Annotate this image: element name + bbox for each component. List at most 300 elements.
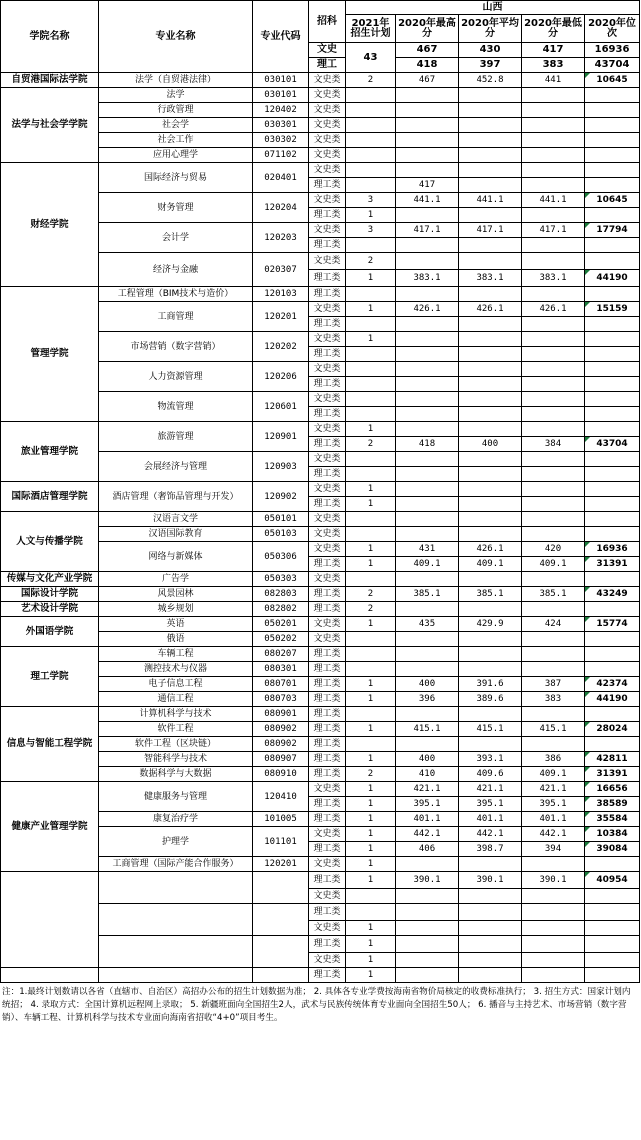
plan-2021 (346, 467, 396, 482)
max-score-2020 (396, 88, 459, 103)
major-name: 健康服务与管理 (99, 782, 253, 812)
max-score-2020 (396, 512, 459, 527)
rank-value: 10384 (596, 829, 628, 839)
min-score-2020 (522, 921, 585, 936)
max-score-2020: 421.1 (396, 782, 459, 797)
major-code: 120103 (253, 287, 309, 302)
category: 理工类 (309, 677, 346, 692)
cell-flag-icon (585, 542, 590, 547)
category: 理工类 (309, 317, 346, 332)
category: 文史类 (309, 632, 346, 647)
plan-2021: 1 (346, 857, 396, 872)
avg-score-2020 (459, 88, 522, 103)
min-score-2020 (522, 572, 585, 587)
major-name: 市场营销（数字营销） (99, 332, 253, 362)
rank-value: 15159 (596, 304, 628, 314)
cell-flag-icon (585, 223, 590, 228)
plan-2021 (346, 737, 396, 752)
header-major: 专业名称 (99, 1, 253, 73)
plan-2021 (346, 572, 396, 587)
min-score-2020 (522, 422, 585, 437)
plan-2021: 3 (346, 193, 396, 208)
category: 文史类 (309, 362, 346, 377)
max-score-2020 (396, 253, 459, 270)
major-name: 康复治疗学 (99, 812, 253, 827)
category: 文史类 (309, 527, 346, 542)
rank-2020 (585, 662, 640, 677)
table-row (1, 88, 640, 103)
header-sci-rank: 43704 (585, 58, 640, 73)
major-code: 020401 (253, 163, 309, 193)
plan-2021 (346, 452, 396, 467)
max-score-2020 (396, 133, 459, 148)
max-score-2020: 383.1 (396, 270, 459, 287)
college-name: 国际酒店管理学院 (1, 482, 99, 512)
max-score-2020 (396, 647, 459, 662)
avg-score-2020 (459, 392, 522, 407)
avg-score-2020 (459, 921, 522, 936)
avg-score-2020: 393.1 (459, 752, 522, 767)
major-name: 人力资源管理 (99, 362, 253, 392)
avg-score-2020 (459, 647, 522, 662)
major-code: 030301 (253, 118, 309, 133)
major-name: 会展经济与管理 (99, 452, 253, 482)
major-name (99, 936, 253, 968)
rank-2020 (585, 73, 640, 88)
avg-score-2020: 421.1 (459, 782, 522, 797)
min-score-2020 (522, 482, 585, 497)
min-score-2020 (522, 133, 585, 148)
avg-score-2020: 395.1 (459, 797, 522, 812)
plan-2021 (346, 632, 396, 647)
major-name: 俄语 (99, 632, 253, 647)
plan-2021 (346, 527, 396, 542)
category: 理工类 (309, 407, 346, 422)
major-code: 080701 (253, 677, 309, 692)
category: 理工类 (309, 437, 346, 452)
min-score-2020 (522, 904, 585, 921)
rank-2020 (585, 722, 640, 737)
avg-score-2020: 385.1 (459, 587, 522, 602)
rank-value: 16936 (596, 544, 628, 554)
header-college: 学院名称 (1, 1, 99, 73)
rank-2020 (585, 163, 640, 178)
min-score-2020 (522, 662, 585, 677)
major-code: 080910 (253, 767, 309, 782)
max-score-2020: 400 (396, 677, 459, 692)
rank-value: 43249 (596, 589, 628, 599)
table-row (1, 422, 640, 437)
avg-score-2020 (459, 572, 522, 587)
rank-2020 (585, 238, 640, 253)
category: 文史类 (309, 302, 346, 317)
category: 文史类 (309, 857, 346, 872)
major-code (253, 904, 309, 936)
avg-score-2020: 426.1 (459, 302, 522, 317)
footnotes: 注：1.最终计划数请以各省（直辖市、自治区）高招办公布的招生计划数据为准； 2. 具体各专业学费按海南省物价局核定的收费标准执行； 3. 招生方式：国家计划内统招； 4. 录取方式：全国计算机远程网上录取； 5. 新疆班面向全国招生2人，武术与民族传统体育专业面向全国招生50人； 6. 播音与主持艺术、市场营销（数字营销）、车辆工程、计算机科学与技术专业面向海南省招收“4+0”项目考生。 (2, 987, 631, 1023)
plan-2021 (346, 238, 396, 253)
header-arts-min: 417 (522, 43, 585, 58)
rank-value: 39084 (596, 844, 628, 854)
min-score-2020: 409.1 (522, 557, 585, 572)
category: 文史类 (309, 921, 346, 936)
cell-flag-icon (585, 73, 590, 78)
rank-2020 (585, 118, 640, 133)
avg-score-2020 (459, 407, 522, 422)
category: 文史类 (309, 542, 346, 557)
rank-2020 (585, 452, 640, 467)
rank-2020 (585, 812, 640, 827)
major-name: 经济与金融 (99, 253, 253, 287)
max-score-2020 (396, 422, 459, 437)
min-score-2020: 384 (522, 437, 585, 452)
category: 文史类 (309, 88, 346, 103)
table-row (1, 512, 640, 527)
category: 文史类 (309, 422, 346, 437)
rank-value: 38589 (596, 799, 628, 809)
avg-score-2020 (459, 737, 522, 752)
max-score-2020 (396, 103, 459, 118)
category: 理工类 (309, 557, 346, 572)
major-name: 工商管理 (99, 302, 253, 332)
major-name: 测控技术与仪器 (99, 662, 253, 677)
cell-flag-icon (585, 842, 590, 847)
category: 理工类 (309, 347, 346, 362)
min-score-2020 (522, 497, 585, 512)
avg-score-2020 (459, 527, 522, 542)
major-code: 071102 (253, 148, 309, 163)
avg-score-2020 (459, 178, 522, 193)
category: 文史类 (309, 103, 346, 118)
plan-2021: 1 (346, 872, 396, 889)
plan-2021: 1 (346, 557, 396, 572)
rank-2020 (585, 617, 640, 632)
college-name (1, 968, 99, 983)
table-row (1, 872, 640, 889)
cell-flag-icon (585, 752, 590, 757)
category: 理工类 (309, 587, 346, 602)
table-body (1, 73, 640, 983)
major-name: 工商管理（国际产能合作服务） (99, 857, 253, 872)
max-score-2020: 431 (396, 542, 459, 557)
rank-value: 44190 (596, 694, 628, 704)
rank-2020 (585, 904, 640, 921)
max-score-2020 (396, 362, 459, 377)
header-arts-label: 文史 (309, 43, 346, 58)
cell-flag-icon (585, 767, 590, 772)
major-code: 050101 (253, 512, 309, 527)
rank-2020 (585, 677, 640, 692)
min-score-2020 (522, 647, 585, 662)
rank-2020 (585, 752, 640, 767)
category: 理工类 (309, 270, 346, 287)
major-code: 120201 (253, 302, 309, 332)
major-name: 汉语言文学 (99, 512, 253, 527)
college-name: 旅业管理学院 (1, 422, 99, 482)
major-code: 080207 (253, 647, 309, 662)
max-score-2020 (396, 889, 459, 904)
major-code (253, 872, 309, 904)
min-score-2020: 415.1 (522, 722, 585, 737)
min-score-2020 (522, 88, 585, 103)
major-code: 120901 (253, 422, 309, 452)
plan-2021: 1 (346, 542, 396, 557)
rank-2020 (585, 632, 640, 647)
avg-score-2020: 415.1 (459, 722, 522, 737)
min-score-2020: 385.1 (522, 587, 585, 602)
rank-2020 (585, 362, 640, 377)
max-score-2020: 415.1 (396, 722, 459, 737)
plan-2021 (346, 904, 396, 921)
college-name: 自贸港国际法学院 (1, 73, 99, 88)
plan-2021: 2 (346, 253, 396, 270)
plan-2021 (346, 317, 396, 332)
plan-2021: 1 (346, 302, 396, 317)
avg-score-2020 (459, 602, 522, 617)
category: 文史类 (309, 253, 346, 270)
cell-flag-icon (585, 587, 590, 592)
min-score-2020 (522, 287, 585, 302)
major-name: 应用心理学 (99, 148, 253, 163)
major-name: 计算机科学与技术 (99, 707, 253, 722)
avg-score-2020 (459, 163, 522, 178)
max-score-2020: 390.1 (396, 872, 459, 889)
min-score-2020 (522, 103, 585, 118)
category: 理工类 (309, 692, 346, 707)
rank-2020 (585, 602, 640, 617)
category: 理工类 (309, 287, 346, 302)
max-score-2020 (396, 208, 459, 223)
avg-score-2020: 426.1 (459, 542, 522, 557)
major-code: 080901 (253, 707, 309, 722)
max-score-2020: 410 (396, 767, 459, 782)
rank-2020 (585, 178, 640, 193)
rank-2020 (585, 953, 640, 968)
rank-2020 (585, 542, 640, 557)
plan-2021: 1 (346, 953, 396, 968)
major-name: 法学（自贸港法律） (99, 73, 253, 88)
min-score-2020: 383 (522, 692, 585, 707)
plan-2021: 1 (346, 722, 396, 737)
max-score-2020 (396, 163, 459, 178)
major-code: 030101 (253, 88, 309, 103)
header-plan: 2021年招生计划 (346, 15, 396, 43)
major-code: 050306 (253, 542, 309, 572)
header-province: 山西 (346, 1, 640, 15)
max-score-2020: 385.1 (396, 587, 459, 602)
avg-score-2020 (459, 953, 522, 968)
min-score-2020 (522, 953, 585, 968)
rank-2020 (585, 332, 640, 347)
category: 理工类 (309, 752, 346, 767)
rank-2020 (585, 270, 640, 287)
min-score-2020: 395.1 (522, 797, 585, 812)
college-name: 外国语学院 (1, 617, 99, 647)
max-score-2020: 418 (396, 437, 459, 452)
rank-2020 (585, 133, 640, 148)
category: 理工类 (309, 662, 346, 677)
category: 文史类 (309, 953, 346, 968)
major-name: 行政管理 (99, 103, 253, 118)
min-score-2020: 441.1 (522, 193, 585, 208)
max-score-2020 (396, 332, 459, 347)
category: 理工类 (309, 377, 346, 392)
avg-score-2020 (459, 497, 522, 512)
rank-2020 (585, 317, 640, 332)
major-code: 120601 (253, 392, 309, 422)
category: 理工类 (309, 208, 346, 223)
major-name: 法学 (99, 88, 253, 103)
plan-2021 (346, 707, 396, 722)
rank-2020 (585, 88, 640, 103)
table-row (1, 287, 640, 302)
rank-value: 15774 (596, 619, 628, 629)
major-name: 车辆工程 (99, 647, 253, 662)
plan-2021: 1 (346, 827, 396, 842)
avg-score-2020 (459, 968, 522, 983)
category: 文史类 (309, 223, 346, 238)
max-score-2020 (396, 662, 459, 677)
plan-2021: 1 (346, 482, 396, 497)
category: 文史类 (309, 572, 346, 587)
major-code: 120204 (253, 193, 309, 223)
plan-2021 (346, 889, 396, 904)
avg-score-2020: 429.9 (459, 617, 522, 632)
plan-2021 (346, 347, 396, 362)
plan-2021: 1 (346, 332, 396, 347)
rank-2020 (585, 692, 640, 707)
major-name: 软件工程（区块链） (99, 737, 253, 752)
avg-score-2020 (459, 362, 522, 377)
rank-value: 10645 (596, 75, 628, 85)
avg-score-2020: 389.6 (459, 692, 522, 707)
college-name: 理工学院 (1, 647, 99, 707)
avg-score-2020: 401.1 (459, 812, 522, 827)
min-score-2020 (522, 362, 585, 377)
table-row (1, 617, 640, 632)
rank-2020 (585, 103, 640, 118)
min-score-2020: 387 (522, 677, 585, 692)
major-code: 120902 (253, 482, 309, 512)
rank-2020 (585, 872, 640, 889)
rank-value: 44190 (596, 273, 628, 283)
min-score-2020 (522, 602, 585, 617)
category: 文史类 (309, 782, 346, 797)
rank-2020 (585, 497, 640, 512)
major-name: 网络与新媒体 (99, 542, 253, 572)
header-code: 专业代码 (253, 1, 309, 73)
min-score-2020 (522, 968, 585, 983)
major-code: 120903 (253, 452, 309, 482)
max-score-2020: 395.1 (396, 797, 459, 812)
category: 理工类 (309, 467, 346, 482)
major-name (99, 872, 253, 904)
major-code: 050103 (253, 527, 309, 542)
max-score-2020: 400 (396, 752, 459, 767)
plan-2021: 2 (346, 767, 396, 782)
category: 文史类 (309, 332, 346, 347)
college-name: 健康产业管理学院 (1, 782, 99, 872)
max-score-2020 (396, 968, 459, 983)
category: 理工类 (309, 872, 346, 889)
header-total-plan: 43 (346, 43, 396, 73)
rank-2020 (585, 287, 640, 302)
plan-2021 (346, 512, 396, 527)
major-name: 风景园林 (99, 587, 253, 602)
min-score-2020: 417.1 (522, 223, 585, 238)
major-code: 101101 (253, 827, 309, 857)
rank-value: 42374 (596, 679, 628, 689)
rank-2020 (585, 193, 640, 208)
header-arts-rank: 16936 (585, 43, 640, 58)
min-score-2020: 394 (522, 842, 585, 857)
avg-score-2020: 391.6 (459, 677, 522, 692)
major-name: 会计学 (99, 223, 253, 253)
plan-2021: 1 (346, 677, 396, 692)
major-code: 080301 (253, 662, 309, 677)
min-score-2020: 442.1 (522, 827, 585, 842)
min-score-2020 (522, 208, 585, 223)
category: 理工类 (309, 767, 346, 782)
rank-2020 (585, 512, 640, 527)
plan-2021: 1 (346, 208, 396, 223)
min-score-2020 (522, 707, 585, 722)
table-row (1, 587, 640, 602)
avg-score-2020 (459, 467, 522, 482)
avg-score-2020 (459, 857, 522, 872)
plan-2021 (346, 392, 396, 407)
plan-2021 (346, 287, 396, 302)
header-sci-max: 418 (396, 58, 459, 73)
min-score-2020 (522, 452, 585, 467)
avg-score-2020 (459, 287, 522, 302)
category: 文史类 (309, 133, 346, 148)
avg-score-2020 (459, 133, 522, 148)
major-name: 英语 (99, 617, 253, 632)
rank-2020 (585, 208, 640, 223)
major-name: 工程管理（BIM技术与造价） (99, 287, 253, 302)
rank-2020 (585, 572, 640, 587)
category: 理工类 (309, 812, 346, 827)
rank-2020 (585, 707, 640, 722)
avg-score-2020: 400 (459, 437, 522, 452)
rank-2020 (585, 223, 640, 238)
category: 文史类 (309, 193, 346, 208)
plan-2021: 1 (346, 782, 396, 797)
max-score-2020 (396, 497, 459, 512)
plan-2021: 1 (346, 968, 396, 983)
major-name: 护理学 (99, 827, 253, 857)
table-row (1, 73, 640, 88)
major-code: 080907 (253, 752, 309, 767)
category: 理工类 (309, 842, 346, 857)
max-score-2020: 406 (396, 842, 459, 857)
rank-2020 (585, 302, 640, 317)
header-arts-max: 467 (396, 43, 459, 58)
plan-2021: 1 (346, 842, 396, 857)
plan-2021: 1 (346, 812, 396, 827)
max-score-2020 (396, 527, 459, 542)
rank-2020 (585, 827, 640, 842)
header-enroll: 招科 (309, 1, 346, 43)
category: 文史类 (309, 827, 346, 842)
avg-score-2020 (459, 936, 522, 953)
table-row (1, 647, 640, 662)
college-name: 国际设计学院 (1, 587, 99, 602)
major-name: 物流管理 (99, 392, 253, 422)
rank-2020 (585, 392, 640, 407)
college-name: 艺术设计学院 (1, 602, 99, 617)
